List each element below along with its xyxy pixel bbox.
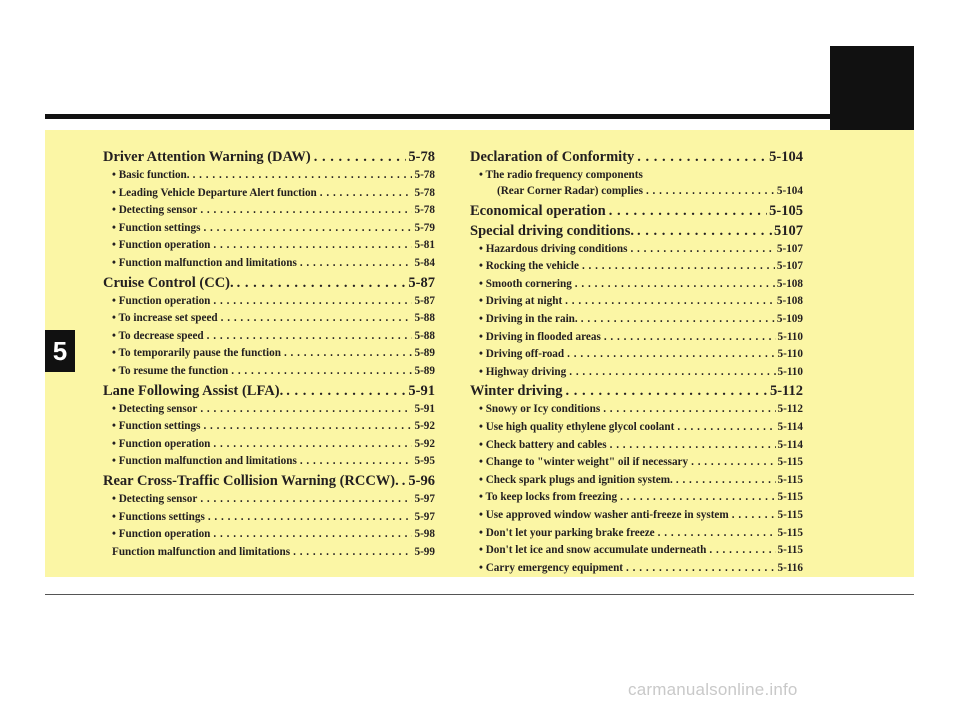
toc-leader-dots [200,418,412,436]
toc-page-number: 5-89 [414,347,435,360]
toc-entry-label: • Hazardous driving conditions [479,242,628,255]
toc-page-number: 5-95 [414,455,435,468]
toc-leader-dots [572,276,775,294]
toc-subentry[interactable] [470,293,803,311]
toc-leader-dots [601,329,776,347]
toc-page-number: 5-115 [777,491,803,504]
toc-leader-dots [197,401,412,419]
toc-entry-label: Economical operation [470,202,606,219]
toc-entry-label: Lane Following Assist (LFA). [103,382,284,399]
toc-entry-label: • Function operation [112,294,211,307]
toc-entry-label: • Don't let ice and snow accumulate underneath [479,544,707,557]
toc-subentry[interactable] [470,183,803,201]
toc-subentry[interactable] [470,419,803,437]
header-rule [45,114,830,119]
toc-subentry[interactable] [470,507,803,525]
toc-entry-label: • Use high quality ethylene glycol coolant [479,420,675,433]
toc-leader-dots [643,183,775,201]
toc-page-number: 5-115 [777,508,803,521]
toc-entry-label: • Function malfunction and limitations [112,256,297,269]
toc-entry-label: • Function malfunction and limitations [112,455,297,468]
toc-entry-label: (Rear Corner Radar) complies [497,185,643,197]
toc-entry-label: • Function settings [112,420,201,433]
toc-leader-dots [204,328,413,346]
toc-leader-dots [578,311,775,329]
toc-page-number: 5-96 [408,472,435,489]
toc-entry-label: • Driving at night [479,295,563,308]
toc-entry-label: • To decrease speed [112,329,204,342]
toc-entry-label: • To keep locks from freezing [479,491,618,504]
toc-leader-dots [729,507,776,525]
toc-leader-dots [218,310,413,328]
toc-subentry[interactable] [470,241,803,259]
toc-leader-dots [606,201,767,221]
toc-entry-label: • Detecting sensor [112,402,198,415]
toc-subentry[interactable] [103,526,435,544]
toc-entry-label: • Use approved window washer anti-freeze in system [479,508,729,521]
toc-leader-dots [210,237,412,255]
toc-page-number: 5-78 [414,169,435,181]
toc-entry-label: • Rocking the vehicle [479,260,579,273]
toc-page-number: 5-87 [414,294,435,307]
toc-page-number: 5-115 [777,544,803,557]
toc-page-number: 5-79 [414,221,435,234]
toc-subentry[interactable] [470,401,803,419]
toc-leader-dots [566,364,775,382]
toc-page-number: 5-110 [777,365,803,378]
toc-entry-label: • Basic function. [112,169,190,181]
toc-subentry[interactable] [470,437,803,455]
toc-entry-label: • Function operation [112,437,211,450]
toc-leader-dots [297,453,413,471]
toc-entry-label: • To temporarily pause the function [112,347,281,360]
toc-page-number: 5-89 [414,364,435,377]
toc-subentry[interactable] [470,454,803,472]
toc-subentry[interactable] [470,258,803,276]
toc-subentry[interactable] [103,167,435,185]
toc-subentry[interactable] [103,310,435,328]
toc-entry-label: • Functions settings [112,510,205,523]
toc-entry-label: • Driving in flooded areas [479,330,601,343]
toc-page-number: 5-110 [777,348,803,361]
toc-leader-dots [281,345,413,363]
toc-entry-label: Winter driving [470,383,563,400]
toc-page-number: 5-81 [414,239,435,252]
toc-leader-dots [210,526,412,544]
toc-entry-label: • Detecting sensor [112,492,198,505]
toc-leader-dots [190,167,413,185]
toc-entry-label: Special driving conditions. [470,222,634,239]
toc-page-number: 5-91 [414,402,435,415]
toc-subentry[interactable] [470,276,803,294]
toc-leader-dots [228,363,412,381]
toc-subentry[interactable] [103,436,435,454]
toc-subentry[interactable] [470,472,803,490]
toc-subentry[interactable] [103,491,435,509]
toc-page-number: 5-104 [776,185,803,197]
toc-subentry[interactable] [470,560,803,578]
toc-page-number: 5-92 [414,437,435,450]
toc-subentry[interactable] [103,237,435,255]
toc-leader-dots [564,346,775,364]
toc-leader-dots [600,401,775,419]
chapter-corner-tab [830,46,914,130]
toc-page-number: 5-88 [414,312,435,325]
toc-leader-dots [634,147,767,167]
toc-page-number: 5-98 [414,528,435,541]
toc-page-number: 5-112 [769,383,803,400]
toc-leader-dots [563,381,768,401]
toc-leader-dots [399,471,407,491]
toc-leader-dots [688,454,775,472]
toc-page-number: 5-104 [769,149,803,165]
toc-page-number: 5-88 [414,329,435,342]
toc-page-number: 5-115 [777,526,803,539]
toc-subentry[interactable] [103,363,435,381]
toc-entry-label: • Change to "winter weight" oil if necessary [479,456,689,469]
toc-subentry[interactable] [103,255,435,273]
toc-leader-dots [627,241,774,259]
toc-leader-dots [607,437,776,455]
toc-page-number: 5-115 [777,473,803,486]
toc-page-number: 5-110 [777,330,803,343]
toc-subentry[interactable] [470,329,803,347]
toc-page-number: 5-112 [777,403,803,416]
toc-section-entry[interactable] [103,381,435,401]
toc-entry-label: • Function settings [112,221,201,234]
toc-leader-dots [297,255,413,273]
toc-entry-label: Cruise Control (CC). [103,274,234,291]
toc-section-entry[interactable] [103,147,435,167]
toc-leader-dots [634,221,772,241]
toc-subentry[interactable] [103,328,435,346]
toc-page-number: 5-116 [777,561,803,574]
toc-section-entry[interactable] [103,273,435,293]
toc-subentry[interactable] [470,489,803,507]
toc-entry-label: • Driving in the rain. [479,312,578,325]
toc-leader-dots [290,544,412,562]
toc-note: • The radio frequency components [479,169,643,181]
toc-page-number: 5-78 [414,186,435,199]
toc-subentry[interactable] [103,509,435,527]
toc-subentry[interactable] [103,202,435,220]
toc-entry-label: • Function operation [112,239,211,252]
toc-page-number: 5-114 [777,438,803,451]
toc-subentry[interactable] [103,220,435,238]
toc-subentry[interactable] [470,542,803,560]
watermark-footer: carmanualsonline.info [628,680,798,699]
toc-leader-dots [317,185,413,203]
toc-subentry[interactable] [103,418,435,436]
footer-rule [45,594,914,595]
toc-entry-label: • Snowy or Icy conditions [479,403,601,416]
toc-section-entry[interactable] [470,147,803,167]
toc-entry-label: • To resume the function [112,364,229,377]
toc-page-number: 5-115 [777,456,803,469]
toc-page-number: 5-108 [776,295,803,308]
toc-page-number: 5-91 [408,382,435,399]
toc-entry-label: • Function operation [112,528,211,541]
toc-page-number: 5-78 [414,204,435,217]
toc-page-number: 5-107 [776,242,803,255]
toc-entry-label: • Smooth cornering [479,277,572,290]
toc-leader-dots [655,525,776,543]
toc-section-entry[interactable] [470,201,803,221]
toc-page-number: 5-99 [414,545,435,558]
toc-page-number: 5-97 [414,492,435,505]
toc-entry-label: • To increase set speed [112,312,218,325]
toc-page-number: 5107 [774,222,803,239]
toc-entry-label: • Driving off-road [479,348,565,361]
toc-subentry[interactable] [103,185,435,203]
toc-left-column [103,147,435,561]
toc-section-entry[interactable] [470,221,803,241]
toc-leader-dots [617,489,775,507]
toc-subentry[interactable] [470,364,803,382]
toc-leader-dots [210,293,412,311]
toc-page-number: 5-92 [414,420,435,433]
toc-subentry[interactable] [103,293,435,311]
toc-leader-dots [210,436,412,454]
toc-subentry[interactable] [470,311,803,329]
toc-entry-label: Rear Cross-Traffic Collision Warning (RCCW). [103,472,399,489]
toc-page-number: 5-105 [769,202,803,219]
toc-page-number: 5-107 [776,260,803,273]
toc-leader-dots [205,509,413,527]
toc-leader-dots [673,472,776,490]
toc-leader-dots [706,542,775,560]
toc-page-number: 5-114 [777,420,803,433]
toc-leader-dots [234,273,407,293]
toc-subentry[interactable] [103,453,435,471]
toc-leader-dots [197,202,412,220]
toc-leader-dots [674,419,775,437]
toc-entry-label: • Detecting sensor [112,204,198,217]
toc-subentry[interactable] [470,346,803,364]
toc-entry-label: • Leading Vehicle Departure Alert function [112,186,317,199]
toc-subentry[interactable] [103,345,435,363]
toc-leader-dots [200,220,412,238]
toc-page-number: 5-84 [414,256,435,269]
toc-page-number: 5-97 [414,510,435,523]
toc-page-number: 5-109 [776,312,803,325]
toc-entry-label: • Highway driving [479,365,567,378]
toc-leader-dots [311,147,407,167]
chapter-number-tab: 5 [45,330,75,372]
toc-subentry[interactable] [470,525,803,543]
toc-page-number: 5-87 [408,274,435,291]
toc-subentry[interactable] [103,544,435,562]
toc-subentry[interactable] [103,401,435,419]
toc-entry-label: • Check spark plugs and ignition system. [479,473,673,486]
toc-entry-label: Declaration of Conformity [470,149,635,165]
toc-entry-label: • Carry emergency equipment [479,561,624,574]
toc-leader-dots [197,491,412,509]
toc-page-number: 5-108 [776,277,803,290]
toc-page-number: 5-78 [408,149,435,165]
toc-section-entry[interactable] [103,471,435,491]
toc-leader-dots [623,560,775,578]
toc-section-entry[interactable] [470,381,803,401]
toc-leader-dots [562,293,775,311]
toc-right-column [470,147,803,577]
toc-entry-label: • Don't let your parking brake freeze [479,526,655,539]
toc-entry-label: Driver Attention Warning (DAW) [103,149,311,165]
toc-entry-label: • Check battery and cables [479,438,607,451]
toc-entry-label: Function malfunction and limitations [112,545,291,558]
toc-leader-dots [579,258,775,276]
toc-leader-dots [283,381,406,401]
